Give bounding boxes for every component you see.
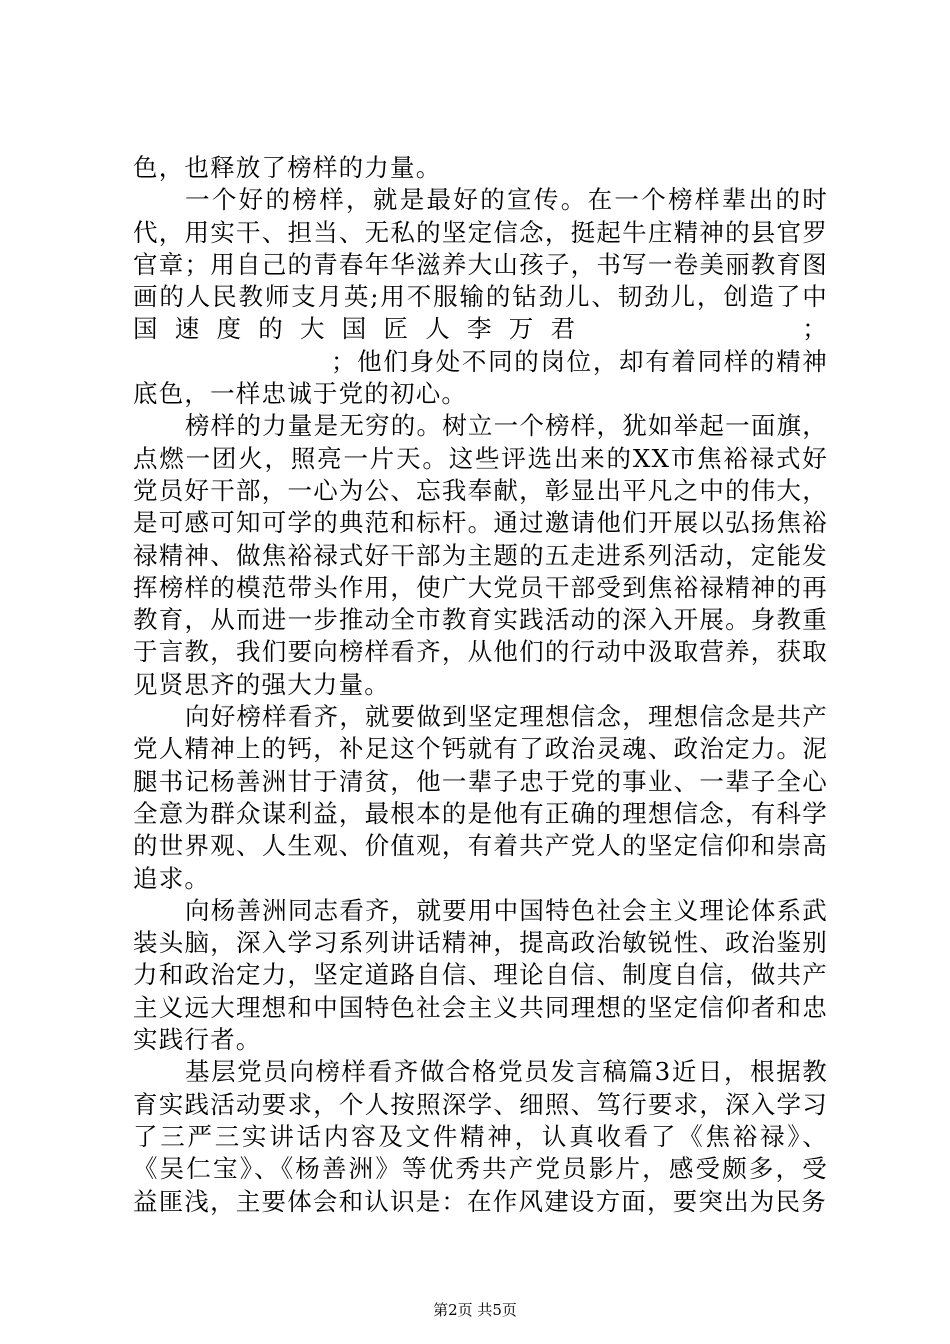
- paragraph-role-models-tail: 身处不同的岗位，却有着同样的精神底色，一样忠诚于党的初心。: [133, 346, 829, 409]
- document-body: [133, 152, 828, 1218]
- paragraph-article-3: 基层党员向榜样看齐做合格党员发言稿篇3近日，根据教育实践活动要求，个人按照深学、细照、笃行要求，深入学习了三严三实讲话内容及文件精神，认真收看了《焦裕禄》、《吴仁宝》、《杨善洲》等优秀共产党员影片，感受颇多，受益匪浅，主要体会和认识是：在作风建设方面，要突出为民务: [133, 1057, 828, 1216]
- paragraph-continuation: 色，也释放了榜样的力量。: [133, 153, 442, 182]
- semicolon-mark: ；: [802, 314, 828, 344]
- paragraph-role-models-text: 一个好的榜样，就是最好的宣传。在一个榜样辈出的时代，用实干、担当、无私的坚定信念，挺起牛庄精神的县官罗官章；用自己的青春年华滋养大山孩子，书写一卷美丽教育图画的人民教师支月英;用不服输的钻劲儿、韧劲儿，创造了中国速度的大国匠人李万君: [133, 185, 828, 344]
- semicolon-mark: ；他们: [331, 346, 410, 376]
- paragraph-yang-shanzhou: 向杨善洲同志看齐，就要用中国特色社会主义理论体系武装头脑，深入学习系列讲话精神，提高政治敏锐性、政治鉴别力和政治定力，坚定道路自信、理论自信、制度自信，做共产主义远大理想和中国特色社会主义共同理想的坚定信仰者和忠实践行者。: [133, 895, 828, 1055]
- page-footer: 第2页 共5页: [433, 1301, 517, 1319]
- paragraph-power-of-models: 榜样的力量是无穷的。树立一个榜样，犹如举起一面旗，点燃一团火，照亮一片天。这些评选出来的XX市焦裕禄式好党员好干部，一心为公、忘我奉献，彰显出平凡之中的伟大，是可感可知可学的典范和标杆。通过邀请他们开展以弘扬焦裕禄精神、做焦裕禄式好干部为主题的五走进系列活动，定能发挥榜样的模范带头作用，使广大党员干部受到焦裕禄精神的再教育，从而进一步推动全市教育实践活动的深入开展。身教重于言教，我们要向榜样看齐，从他们的行动中汲取营养，获取见贤思齐的强大力量。: [133, 411, 828, 699]
- paragraph-ideals-beliefs: 向好榜样看齐，就要做到坚定理想信念，理想信念是共产党人精神上的钙，补足这个钙就有了政治灵魂、政治定力。泥腿书记杨善洲甘于清贫，他一辈子忠于党的事业、一辈子全心全意为群众谋利益，最根本的是他有正确的理想信念，有科学的世界观、人生观、价值观，有着共产党人的坚定信仰和崇高追求。: [133, 702, 828, 893]
- paragraph-role-models: [133, 184, 828, 410]
